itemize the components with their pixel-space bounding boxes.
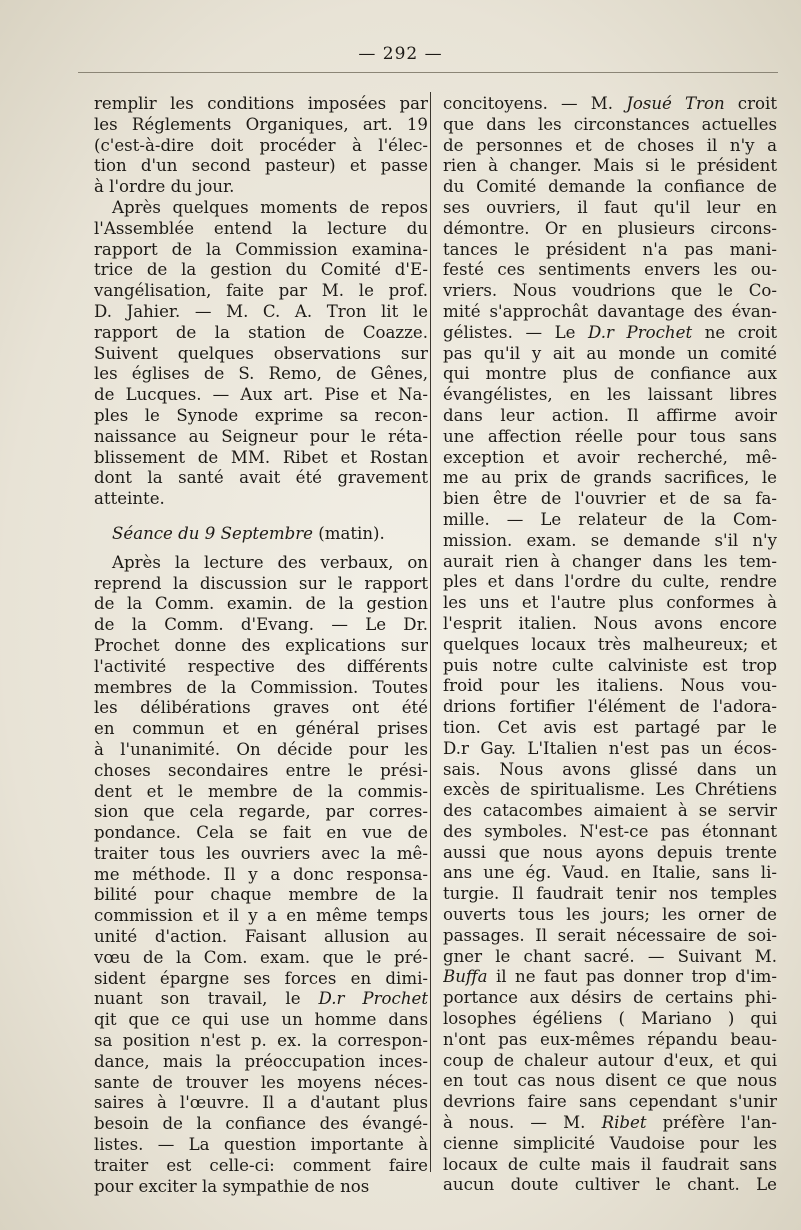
text-line: remplir les conditions imposées par [94,94,428,113]
text-line: Buffa il ne faut pas donner trop d'im- [443,967,777,987]
session-heading [94,524,428,545]
text-line: cienne simplicité Vaudoise pour les [443,1133,777,1153]
text-line: tion. Cet avis est partagé par le [443,717,777,737]
text-line: sais. Nous avons glissé dans un [443,759,777,779]
text-line: Suivent quelques observations sur [94,343,428,363]
text-line: qit que ce qui use un homme dans [94,1010,428,1030]
text-line: pas qu'il y ait au monde un comité [443,343,777,363]
text-line: pondance. Cela se fait en vue de [94,823,428,843]
right-column [443,94,777,1196]
text-line: unité d'action. Faisant allusion au [94,927,428,947]
text-line: reprend la discussion sur le rapport [94,573,428,593]
text-line: ses ouvriers, il faut qu'il leur en [443,197,777,217]
text-line: vriers. Nous voudrions que le Co- [443,281,777,301]
text-line: du Comité demande la confiance de [443,177,777,197]
text-line: froid pour les italiens. Nous vou- [443,676,777,696]
text-line: aussi que nous ayons depuis trente [443,842,777,862]
text-line: les délibérations graves ont été [94,698,428,718]
text-line: bien être de l'ouvrier et de sa fa- [443,489,777,509]
text-line: sident épargne ses forces en dimi- [94,968,428,988]
text-line: listes. — La question importante à [94,1135,428,1155]
text-line: dans leur action. Il affirme avoir [443,405,777,425]
text-line: losophes égéliens ( Mariano ) qui [443,1009,777,1029]
text-line: en tout cas nous disent ce que nous [443,1071,777,1091]
text-line: mité s'approchât davantage des évan- [443,301,777,321]
text-line: à nous. — M. Ribet préfère l'an- [443,1113,777,1133]
text-line: ans une ég. Vaud. en Italie, sans li- [443,863,777,883]
text-line: nuant son travail, le D.r Prochet [94,989,428,1009]
text-line: pour exciter la sympathie de nos [94,1176,370,1196]
text-line: que dans les circonstances actuelles [443,114,777,134]
text-line: de la Comm. d'Evang. — Le Dr. [94,615,428,635]
text-line: traiter tous les ouvriers avec la mê- [94,843,428,863]
text-line: rapport de la Commission examina- [94,239,428,259]
text-line: atteinte. [94,489,165,509]
text-line: les uns et l'autre plus conformes à [443,593,777,613]
name-prochet: D.r Prochet [318,989,428,1009]
text-line: blissement de MM. Ribet et Rostan [94,447,428,467]
text-line: n'ont pas eux-mêmes répandu beau- [443,1029,777,1049]
text-line: commission et il y a en même temps [94,906,428,926]
text-line: en commun et en général prises [94,719,428,739]
session-heading-time: (matin). [312,523,385,543]
text-line: ples et dans l'ordre du culte, rendre [443,572,777,592]
text-line: gélistes. — Le D.r Prochet ne croit [443,322,777,342]
text-line: (c'est-à-dire doit procéder à l'élec- [94,135,428,155]
text-line: Après la lecture des verbaux, on [112,552,428,572]
text-line: tion d'un second pasteur) et passe [94,156,428,176]
text-line: les églises de S. Remo, de Gênes, [94,364,428,384]
text-line: quelques locaux très malheureux; et [443,634,777,654]
text-line: vangélisation, faite par M. le prof. [94,281,428,301]
text-line: sa position n'est p. ex. la correspon- [94,1031,428,1051]
text-line: devrions faire sans cependant s'unir [443,1092,777,1112]
text-line: l'activité respective des différents [94,656,428,676]
text-line: passages. Il serait nécessaire de soi- [443,925,777,945]
text-line: me méthode. Il y a donc responsa- [94,864,428,884]
text-line: locaux de culte mais il faudrait sans [443,1154,777,1174]
text-line: sion que cela regarde, par corres- [94,802,428,822]
page-number: — 292 — [358,44,443,64]
text-line: dance, mais la préoccupation inces- [94,1051,428,1071]
text-line: ples le Synode exprime sa recon- [94,405,428,425]
text-line: l'esprit italien. Nous avons encore [443,613,777,633]
text-line: excès de spiritualisme. Les Chrétiens [443,780,777,800]
text-line: de personnes et de choses il n'y a [443,135,777,155]
text-line: des catacombes aimaient à se servir [443,801,777,821]
text-line: turgie. Il faudrait tenir nos temples [443,884,777,904]
paragraph-1 [94,94,428,198]
text-line: aucun doute cultiver le chant. Le [443,1175,777,1195]
text-line: festé ces sentiments envers les ou- [443,260,777,280]
left-column [94,94,428,1197]
text-line: portance aux désirs de certains phi- [443,988,777,1008]
text-line: besoin de la confiance des évangé- [94,1114,428,1134]
text-line: mission. exam. se demande s'il n'y [443,530,777,550]
header-rule [78,72,778,73]
paragraph-2 [94,198,428,510]
text-line: D. Jahier. — M. C. A. Tron lit le [94,301,428,321]
text-line: des symboles. N'est-ce pas étonnant [443,821,777,841]
text-line: traiter est celle-ci: comment faire [94,1155,428,1175]
text-line: mille. — Le relateur de la Com- [443,509,777,529]
text-line: les Réglements Organiques, art. 19 [94,114,428,134]
text-line: de Lucques. — Aux art. Pise et Na- [94,385,428,405]
text-line: drions fortifier l'élément de l'adora- [443,697,777,717]
text-line: tances le président n'a pas mani- [443,239,777,259]
text-line: concitoyens. — M. Josué Tron croit [443,94,777,113]
text-line: saires à l'œuvre. Il a d'autant plus [94,1093,428,1113]
text-line: membres de la Commission. Toutes [94,677,428,697]
text-line: évangélistes, en les laissant libres [443,385,777,405]
text-line: démontre. Or en plusieurs circons- [443,218,777,238]
text-line: à l'ordre du jour. [94,177,235,197]
text-line: Prochet donne des explications sur [94,635,428,655]
text-line: vœu de la Com. exam. que le pré- [94,947,428,967]
text-line: Après quelques moments de repos [112,197,428,217]
paragraph-3 [94,553,428,1198]
text-line: me au prix de grands sacrifices, le [443,468,777,488]
text-line: sante de trouver les moyens néces- [94,1072,428,1092]
text-line: exception et avoir recherché, mê- [443,447,777,467]
text-line: rien à changer. Mais si le président [443,156,777,176]
text-line: aurait rien à changer dans les tem- [443,551,777,571]
text-line: choses secondaires entre le prési- [94,760,428,780]
text-line: coup de chaleur autour d'eux, et qui [443,1050,777,1070]
text-line: ouverts tous les jours; les orner de [443,905,777,925]
text-line: bilité pour chaque membre de la [94,885,428,905]
text-line: dont la santé avait été gravement [94,468,428,488]
text-line: gner le chant sacré. — Suivant M. [443,946,777,966]
text-line: D.r Gay. L'Italien n'est pas un écos- [443,738,777,758]
text-line: de la Comm. examin. de la gestion [94,594,428,614]
text-line: puis notre culte calviniste est trop [443,655,777,675]
text-line: naissance au Seigneur pour le réta- [94,426,428,446]
text-line: une affection réelle pour tous sans [443,426,777,446]
text-line: qui montre plus de confiance aux [443,364,777,384]
text-line: à l'unanimité. On décide pour les [94,739,428,759]
session-heading-date: Séance du 9 Septembre [112,523,313,543]
text-line: trice de la gestion du Comité d'E- [94,260,428,280]
text-line: dent et le membre de la commis- [94,781,428,801]
column-divider [430,92,431,1172]
text-line: rapport de la station de Coazze. [94,322,428,342]
text-line: l'Assemblée entend la lecture du [94,218,428,238]
